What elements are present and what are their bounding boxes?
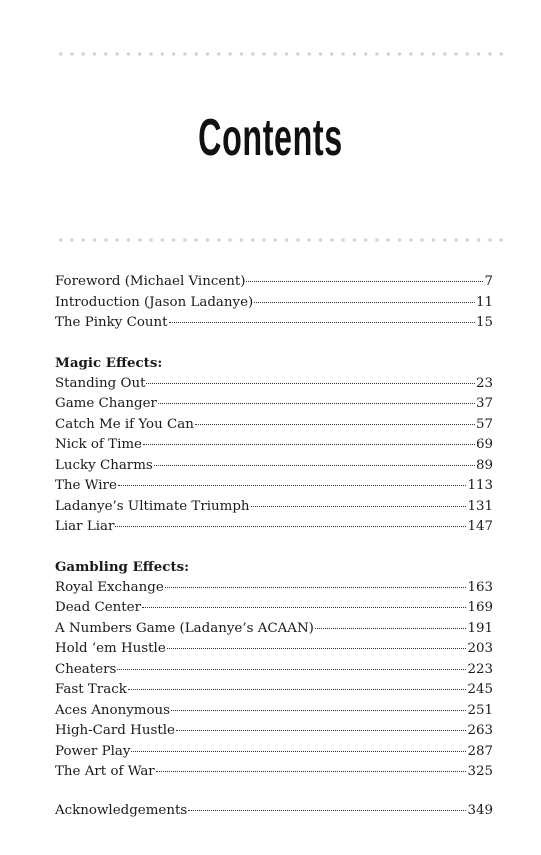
toc-entry-page-number: 113 <box>467 478 493 493</box>
dot-leader <box>142 606 466 608</box>
toc-entry-page-number: 23 <box>475 375 493 391</box>
toc-entry-page-number: 245 <box>467 682 493 697</box>
toc-entry-page-number: 11 <box>475 294 493 310</box>
dot-leader <box>128 688 467 690</box>
toc-entry-title: Hold ‘em Hustle <box>55 641 166 656</box>
toc-entry-title: Introduction (Jason Ladanye) <box>55 294 254 310</box>
toc-entry-page-number: 191 <box>467 620 493 636</box>
section-heading: Gambling Effects: <box>55 559 190 575</box>
toc-entry <box>55 435 493 456</box>
toc-entry-title: Fast Track <box>55 682 127 697</box>
toc-entry-title: A Numbers Game (Ladanye’s ACAAN) <box>55 620 314 636</box>
toc-entry-page-number: 349 <box>467 803 493 818</box>
toc-entry <box>55 578 493 599</box>
dot-leader <box>315 627 467 629</box>
dot-leader <box>167 647 467 649</box>
toc-entry-title: Acknowledgements <box>55 803 188 818</box>
toc-entry <box>55 680 493 701</box>
toc-entry <box>55 456 493 477</box>
toc-entry-title: Nick of Time <box>55 437 142 452</box>
toc-entry-title: Power Play <box>55 743 131 759</box>
toc-entry-title: The Wire <box>55 478 117 493</box>
decorative-dot-rule-top <box>55 51 507 57</box>
toc-entry-page-number: 7 <box>484 274 493 289</box>
dot-leader <box>115 525 466 527</box>
toc-section-gambling-effects <box>55 557 493 783</box>
toc-entry-title: Royal Exchange <box>55 579 164 595</box>
toc-entry-page-number: 15 <box>475 315 493 330</box>
toc-entry <box>55 476 493 497</box>
toc-entry-title: The Pinky Count <box>55 315 168 330</box>
toc-entry <box>55 619 493 640</box>
toc-entry-page-number: 37 <box>475 396 493 411</box>
dot-leader <box>165 586 467 588</box>
toc-entry-title: The Art of War <box>55 764 155 779</box>
toc-front-matter <box>55 272 493 334</box>
toc-entry <box>55 415 493 436</box>
toc-entry-title: Ladanye’s Ultimate Triumph <box>55 498 250 514</box>
toc-entry <box>55 639 493 660</box>
dot-leader <box>117 668 466 670</box>
toc-entry-page-number: 89 <box>475 457 493 473</box>
toc-entry-title: Catch Me if You Can <box>55 416 194 432</box>
dot-leader <box>251 505 467 507</box>
dot-leader <box>188 809 466 811</box>
toc-section-magic-effects <box>55 353 493 538</box>
toc-entry-page-number: 325 <box>467 764 493 779</box>
toc-entry-page-number: 287 <box>467 743 493 759</box>
toc-entry <box>55 721 493 742</box>
toc-entry-title: Dead Center <box>55 600 141 615</box>
dot-leader <box>195 423 475 425</box>
toc-entry-title: Cheaters <box>55 661 117 677</box>
dot-leader <box>171 709 466 711</box>
toc-back-matter <box>55 801 493 822</box>
dot-leader <box>156 770 467 772</box>
toc-entry-title: Liar Liar <box>55 519 115 534</box>
dot-leader <box>146 382 475 384</box>
toc-entry <box>55 313 493 334</box>
decorative-dot-rule-bottom <box>55 237 507 243</box>
dot-leader <box>143 443 475 445</box>
toc-entry-page-number: 131 <box>467 498 493 514</box>
toc-entry <box>55 497 493 518</box>
toc-entry-page-number: 223 <box>467 661 493 677</box>
toc-entry-page-number: 147 <box>467 519 493 534</box>
toc-entry-page-number: 69 <box>475 437 493 452</box>
toc-entry-page-number: 251 <box>467 702 493 718</box>
toc-entry <box>55 742 493 763</box>
toc-entry <box>55 701 493 722</box>
toc-entry <box>55 517 493 538</box>
dot-leader <box>254 301 475 303</box>
toc-entry-page-number: 163 <box>467 579 493 595</box>
toc-entry <box>55 374 493 395</box>
dot-leader <box>176 729 467 731</box>
toc-entry-title: High-Card Hustle <box>55 723 175 738</box>
toc-entry <box>55 801 493 822</box>
dot-leader <box>118 484 467 486</box>
dot-leader <box>131 750 466 752</box>
dot-leader <box>246 280 483 282</box>
toc-entry-page-number: 57 <box>475 416 493 432</box>
dot-leader <box>158 402 475 404</box>
toc-entry-page-number: 203 <box>467 641 493 656</box>
section-heading: Magic Effects: <box>55 355 163 371</box>
toc-entry-title: Game Changer <box>55 396 157 411</box>
toc-entry <box>55 293 493 314</box>
toc-entry-page-number: 169 <box>467 600 493 615</box>
toc-entry-title: Foreword (Michael Vincent) <box>55 274 246 289</box>
toc-entry <box>55 598 493 619</box>
toc-entry-title: Standing Out <box>55 375 146 391</box>
toc-entry-title: Aces Anonymous <box>55 702 171 718</box>
dot-leader <box>169 321 475 323</box>
page-title: Contents <box>198 109 343 167</box>
dot-leader <box>154 464 475 466</box>
toc-entry <box>55 272 493 293</box>
toc-entry <box>55 660 493 681</box>
toc-entry-title: Lucky Charms <box>55 457 153 473</box>
toc-entry <box>55 394 493 415</box>
toc-entry-page-number: 263 <box>467 723 493 738</box>
toc-entry <box>55 762 493 783</box>
